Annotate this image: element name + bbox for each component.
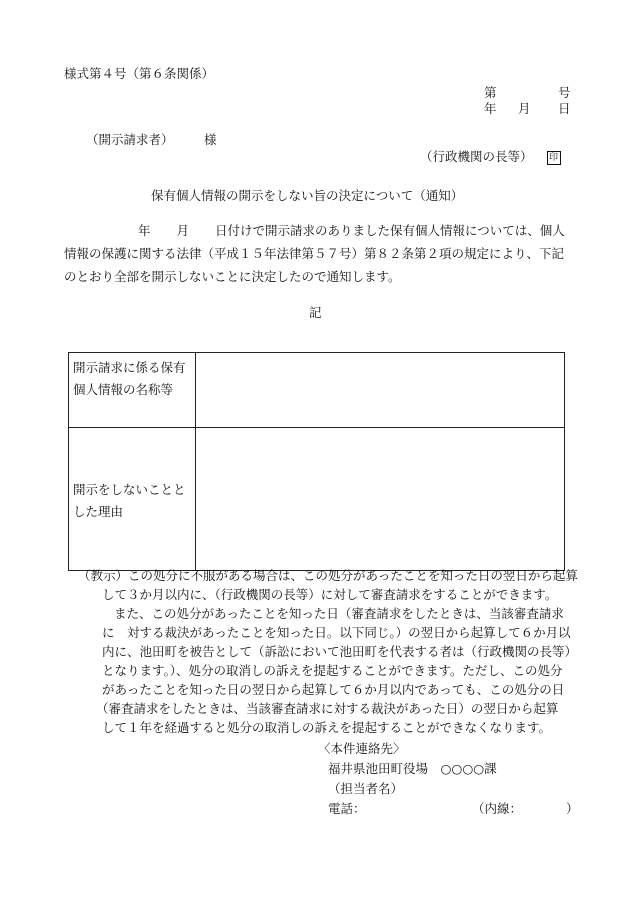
- record-table: [68, 352, 565, 571]
- sender-label: （行政機関の長等）: [420, 149, 533, 164]
- contact-ext-close: ）: [566, 801, 579, 816]
- ki-heading: 記: [309, 305, 322, 320]
- recipient-honorific: 様: [204, 132, 217, 147]
- instruction-line: （教示）この処分に不服がある場合は、この処分があったことを知った日の翌日から起算: [78, 568, 578, 583]
- instruction-line: して３か月以内に、（行政機関の長等）に対して審査請求をすることができます。: [102, 587, 558, 602]
- ref-no-suffix: 号: [558, 85, 571, 100]
- contact-ext-label: （内線：: [472, 801, 523, 816]
- body-year: 年: [138, 223, 151, 238]
- form-number: 様式第４号（第６条関係）: [64, 66, 215, 81]
- instruction-line: して１年を経過すると処分の取消しの訴えを提起することができなくなります。: [102, 720, 552, 735]
- contact-heading: 〈本件連絡先〉: [318, 741, 406, 756]
- instruction-line: があったことを知った日の翌日から起算して６か月以内であっても、この処分の日: [102, 682, 565, 697]
- date-day: 日: [558, 101, 571, 116]
- table-row: [69, 428, 565, 571]
- instruction-line: （審査請求をしたときは、当該審査請求に対する裁決があった日）の翌日から起算: [96, 701, 559, 716]
- contact-extension: [472, 799, 579, 819]
- name-label-cell: 開示請求に係る保有個人情報の名称等: [69, 353, 196, 428]
- instruction-line: に 対する裁決があったことを知った日。以下同じ。）の翌日から起算して６か月以: [102, 625, 571, 640]
- instruction-line: また、この処分があったことを知った日（審査請求をしたときは、当該審査請求: [114, 606, 564, 621]
- reason-label-cell: 開示をしないこととした理由: [69, 428, 196, 571]
- date-year: 年: [484, 101, 497, 116]
- recipient-label: （開示請求者）: [86, 132, 174, 147]
- table-row: [69, 353, 565, 428]
- instruction-notes: [78, 566, 578, 737]
- ref-no-prefix: 第: [484, 85, 497, 100]
- date-month: 月: [518, 101, 531, 116]
- body-month: 月: [176, 223, 190, 238]
- reason-value-cell: [196, 428, 565, 571]
- contact-office: 福井県池田町役場 ○○○○課: [328, 761, 497, 776]
- name-value-cell: [196, 353, 565, 428]
- seal-icon: 印: [547, 151, 561, 165]
- body-paragraph: [64, 219, 569, 288]
- instruction-line: 内に、池田町を被告として（訴訟において池田町を代表する者は（行政機関の長等）: [102, 644, 578, 659]
- document-title: 保有個人情報の開示をしない旨の決定について（通知）: [151, 188, 464, 203]
- instruction-line: となります。）、処分の取消しの訴えを提起することができます。ただし、この処分: [102, 663, 563, 678]
- sender-line: [420, 149, 561, 165]
- contact-phone-label: 電話：: [328, 801, 366, 816]
- contact-person: （担当者名）: [328, 781, 404, 796]
- body-text: 日付けで開示請求のありました保有個人情報については、個人情報の保護に関する法律（平成１５年法律第５７号）第８２条第２項の規定により、下記のとおり全部を開示しないことに決定したので通知します。: [64, 223, 565, 284]
